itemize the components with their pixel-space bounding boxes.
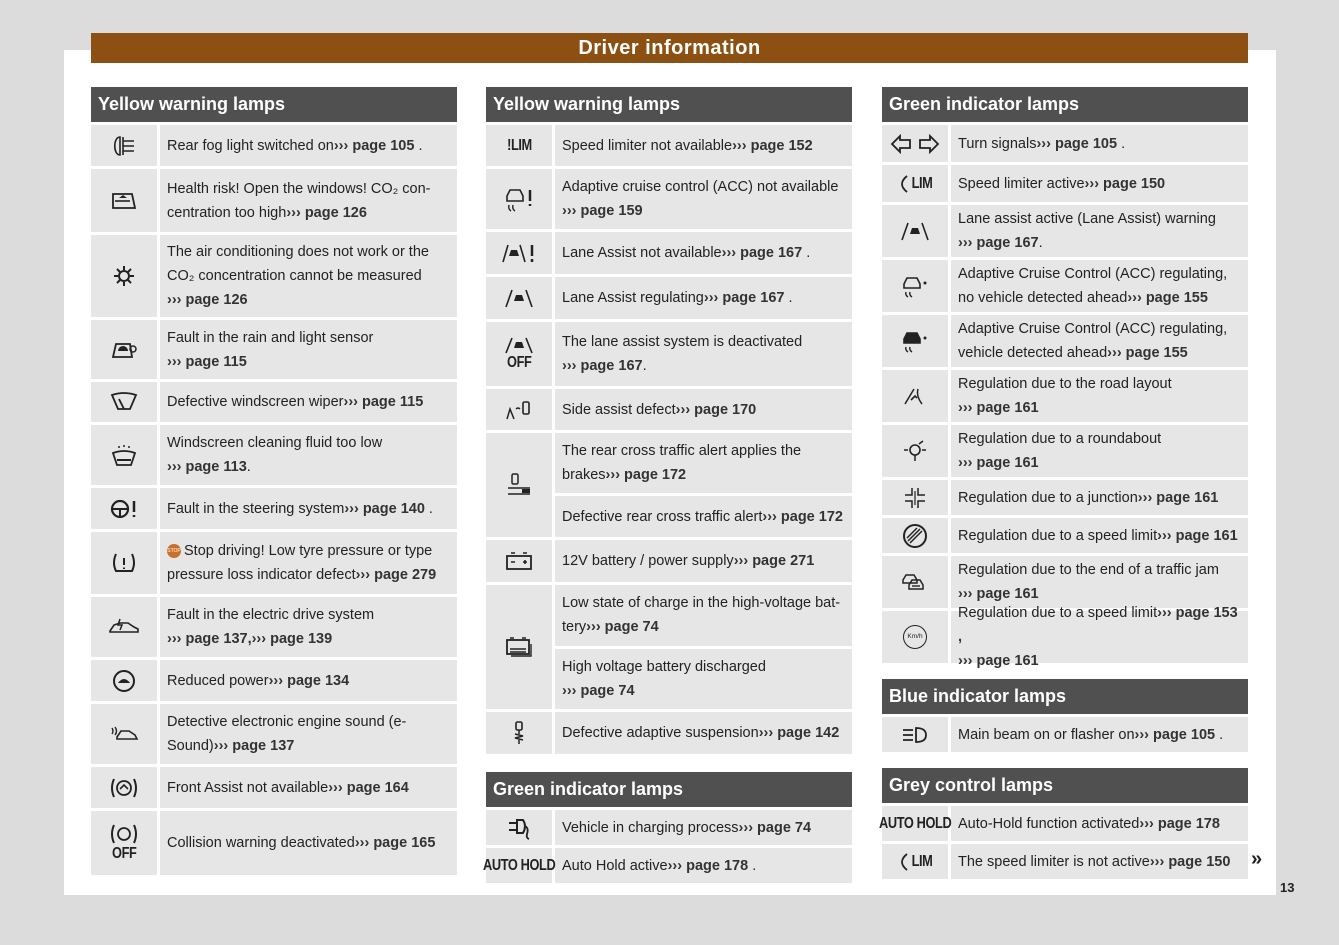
column-1 [91,87,457,875]
roundabout-icon [882,425,948,477]
main-beam-icon [882,717,948,752]
table-row [882,260,1248,312]
page-ref-link[interactable]: ››› page 134 [268,672,350,689]
table-row [486,232,852,274]
list-item: Low state of charge in the high-voltage bat-tery››› page 74 [555,585,852,646]
page-ref-link[interactable]: ››› page 161 [958,586,1039,602]
high-voltage-battery-icon [486,585,552,709]
rain-light-sensor-icon [91,320,157,379]
list-item: Auto-Hold function activated››› page 178 [951,806,1248,841]
list-item: Adaptive Cruise Control (ACC) regulating, vehicle detected ahead››› page 155 [951,315,1248,367]
table-row [486,585,852,709]
collision-warning-off-icon: OFF [91,811,157,875]
table-row [91,660,457,701]
list-item: Speed limiter not available››› page 152 [555,125,852,166]
page-ref-link[interactable]: ››› page 172 [605,467,687,483]
page-ref-link[interactable]: ››› page 161 [958,455,1039,471]
reduced-power-icon [91,660,157,701]
speed-limiter-active-icon: LIM [882,165,948,202]
section-header: Green indicator lamps [486,772,852,807]
list-item: Regulation due to the end of a traffic jam ››› page 161 [951,556,1248,608]
engine-sound-icon [91,704,157,764]
page-ref-link[interactable]: ››› page 161 [1137,489,1219,506]
table-row [882,844,1248,879]
table-row [486,389,852,430]
page-ref-link[interactable]: ››› page 279 [355,567,437,583]
page-ref-link[interactable]: ››› page 105 [333,137,415,154]
table-row [91,320,457,379]
table-row [486,433,852,537]
page-ref-link[interactable]: ››› page 167 [703,290,785,306]
list-item: Fault in the steering system››› page 140 . [160,488,457,529]
list-item: Adaptive Cruise Control (ACC) regulating, no vehicle detected ahead››› page 155 [951,260,1248,312]
windscreen-wiper-icon [91,382,157,422]
table-row [882,518,1248,553]
road-layout-icon [882,370,948,422]
list-item: Lane Assist regulating››› page 167 . [555,277,852,319]
table-row [91,488,457,529]
lane-assist-active-icon [882,205,948,257]
page-ref-link[interactable]: ››› page 150 [1084,175,1166,192]
page-ref-link[interactable]: ››› page 137,››› page 139 [167,631,333,647]
speed-limiter-warning-icon: !LIM [486,125,552,166]
page-ref-link[interactable]: ››› page 153 , [958,605,1238,645]
list-item: Windscreen cleaning fluid too low ››› page 113. [160,425,457,485]
list-item: Regulation due to a speed limit››› page 161 [951,518,1248,553]
adaptive-suspension-icon [486,712,552,754]
page-ref-link[interactable]: ››› page 115 [343,394,424,410]
list-item: Health risk! Open the windows! CO₂ con-centration too high››› page 126 [160,169,457,232]
rear-cross-traffic-icon [486,433,552,537]
column-2 [482,87,852,883]
table-row [486,810,852,845]
table-row [91,597,457,657]
page-ref-link[interactable]: ››› page 140 [344,500,425,517]
steering-fault-icon [91,488,157,529]
table-row [882,205,1248,257]
page-ref-link[interactable]: ››› page 105 [1134,726,1216,743]
junction-icon [882,480,948,515]
list-item: Regulation due to a roundabout ››› page 161 [951,425,1248,477]
list-item: Reduced power››› page 134 [160,660,457,701]
table-row [91,235,457,317]
page-ref-link[interactable]: ››› page 167 [958,235,1039,251]
table-row [486,277,852,319]
acc-vehicle-detected-icon [882,315,948,367]
lane-assist-off-icon: OFF [486,322,552,386]
page-ref-link[interactable]: ››› page 170 [675,401,757,418]
page-number: 13 [1280,880,1295,895]
list-item: Fault in the electric drive system ››› page 137,››› page 139 [160,597,457,657]
list-item: Defective rear cross traffic alert››› page 172 [555,496,852,537]
auto-hold-icon: AUTO HOLD [486,848,552,883]
turn-signals-icon [882,125,948,162]
page-ref-link[interactable]: ››› page 164 [328,779,409,796]
front-assist-icon [91,767,157,808]
page-ref-link[interactable]: ››› page 161 [958,653,1039,669]
page-ref-link[interactable]: ››› page 172 [762,508,843,525]
table-row [486,322,852,386]
page-ref-link[interactable]: ››› page 105 [1036,135,1118,152]
electric-drive-icon [91,597,157,657]
acc-not-available-icon [486,169,552,229]
list-item: Turn signals››› page 105 . [951,125,1248,162]
page-ref-link[interactable]: ››› page 142 [758,725,840,741]
battery-12v-icon [486,540,552,582]
list-item: Rear fog light switched on››› page 105 . [160,125,457,166]
page-ref-link[interactable]: ››› page 74 [738,819,812,836]
lane-assist-regulating-icon [486,277,552,319]
table-row [882,717,1248,752]
page-ref-link[interactable]: ››› page 155 [1127,290,1208,306]
continue-marker: » [1251,848,1263,870]
section-header: Yellow warning lamps [486,87,852,122]
list-item: The air conditioning does not work or the CO₂ concentration cannot be measured ››› page 126 [160,235,457,317]
list-item: Defective adaptive suspension››› page 142 [555,712,852,754]
speed-limit-kmh-icon: Km/h [882,611,948,663]
table-row [882,480,1248,515]
list-item: 12V battery / power supply››› page 271 [555,540,852,582]
table-row [91,425,457,485]
column-3 [878,87,1248,879]
table-row [482,848,852,883]
list-item: Main beam on or flasher on››› page 105 . [951,717,1248,752]
auto-hold-grey-icon: AUTO HOLD [882,806,948,841]
page-ref-link[interactable]: ››› page 161 [958,400,1039,416]
page-ref-link[interactable]: ››› page 113 [167,459,247,475]
table-row [882,125,1248,162]
section-header: Green indicator lamps [882,87,1248,122]
washer-fluid-icon [91,425,157,485]
page-ref-link[interactable]: ››› page 155 [1107,345,1188,361]
side-assist-icon [486,389,552,430]
list-item: The speed limiter is not active››› page 150 [951,844,1248,879]
table-row [882,425,1248,477]
table-row [486,712,852,754]
list-item: Adaptive cruise control (ACC) not available ››› page 159 [555,169,852,229]
table-row [882,370,1248,422]
air-conditioning-icon [91,235,157,317]
page-ref-link[interactable]: ››› page 271 [733,553,815,569]
list-item: Speed limiter active››› page 150 [951,165,1248,202]
list-item: Lane assist active (Lane Assist) warning ››› page 167. [951,205,1248,257]
page-ref-link[interactable]: ››› page 167 [721,245,803,261]
table-row [91,125,457,166]
speed-limiter-inactive-icon: LIM [882,844,948,879]
table-row [486,540,852,582]
page-ref-link[interactable]: ››› page 178 [667,857,749,874]
list-item: The rear cross traffic alert applies the brakes››› page 172 [555,433,852,493]
acc-no-vehicle-icon [882,260,948,312]
list-item: Regulation due to a speed limit››› page 153 , ››› page 161 [951,611,1248,663]
stop-icon: STOP [167,544,181,558]
table-row [882,165,1248,202]
speed-limit-end-icon [882,518,948,553]
section-header: Blue indicator lamps [882,679,1248,714]
page-ref-link[interactable]: ››› page 137 [213,738,295,754]
list-item: Vehicle in charging process››› page 74 [555,810,852,845]
section-header: Yellow warning lamps [91,87,457,122]
table-row [91,532,457,594]
table-row [91,169,457,232]
traffic-jam-end-icon [882,556,948,608]
list-item: Defective windscreen wiper››› page 115 [160,382,457,422]
page-ref-link[interactable]: ››› page 165 [354,835,436,851]
page-ref-link[interactable]: ››› page 150 [1149,853,1231,870]
table-row [882,605,1248,669]
list-item: Detective electronic engine sound (e-Sound)››› page 137 [160,704,457,764]
list-item: The lane assist system is deactivated ››› page 167. [555,322,852,386]
table-row [91,767,457,808]
page-title: Driver information [91,33,1248,63]
page-ref-link[interactable]: ››› page 74 [586,619,659,636]
rear-fog-light-icon [91,125,157,166]
page-ref-link[interactable]: ››› page 167 [562,358,643,374]
page-ref-link[interactable]: ››› page 126 [286,204,367,221]
list-item: Auto Hold active››› page 178 . [555,848,852,883]
table-row [878,806,1248,841]
page-ref-link[interactable]: ››› page 115 [167,353,247,370]
page-ref-link[interactable]: ››› page 126 [167,292,248,308]
list-item: High voltage battery discharged ››› page 74 [555,649,852,710]
charging-plug-icon [486,810,552,845]
page-ref-link[interactable]: ››› page 161 [1157,527,1238,544]
table-row [486,125,852,166]
page-ref-link[interactable]: ››› page 159 [562,203,643,219]
window-co2-icon [91,169,157,232]
list-item: Regulation due to a junction››› page 161 [951,480,1248,515]
page-ref-link[interactable]: ››› page 178 [1139,815,1220,832]
lane-assist-unavailable-icon [486,232,552,274]
tyre-pressure-icon [91,532,157,594]
table-row [91,811,457,875]
list-item: STOP Stop driving! Low tyre pressure or type pressure loss indicator defect››› page 279 [160,532,457,594]
list-item: Lane Assist not available››› page 167 . [555,232,852,274]
table-row [91,704,457,764]
table-row [91,382,457,422]
list-item: Fault in the rain and light sensor ››› page 115 [160,320,457,379]
list-item: Regulation due to the road layout ››› page 161 [951,370,1248,422]
page-ref-link[interactable]: ››› page 74 [562,682,635,699]
page-ref-link[interactable]: ››› page 152 [732,137,813,154]
list-item: Side assist defect››› page 170 [555,389,852,430]
list-item: Collision warning deactivated››› page 165 [160,811,457,875]
section-header: Grey control lamps [882,768,1248,803]
table-row [486,169,852,229]
table-row [882,315,1248,367]
list-item: Front Assist not available››› page 164 [160,767,457,808]
